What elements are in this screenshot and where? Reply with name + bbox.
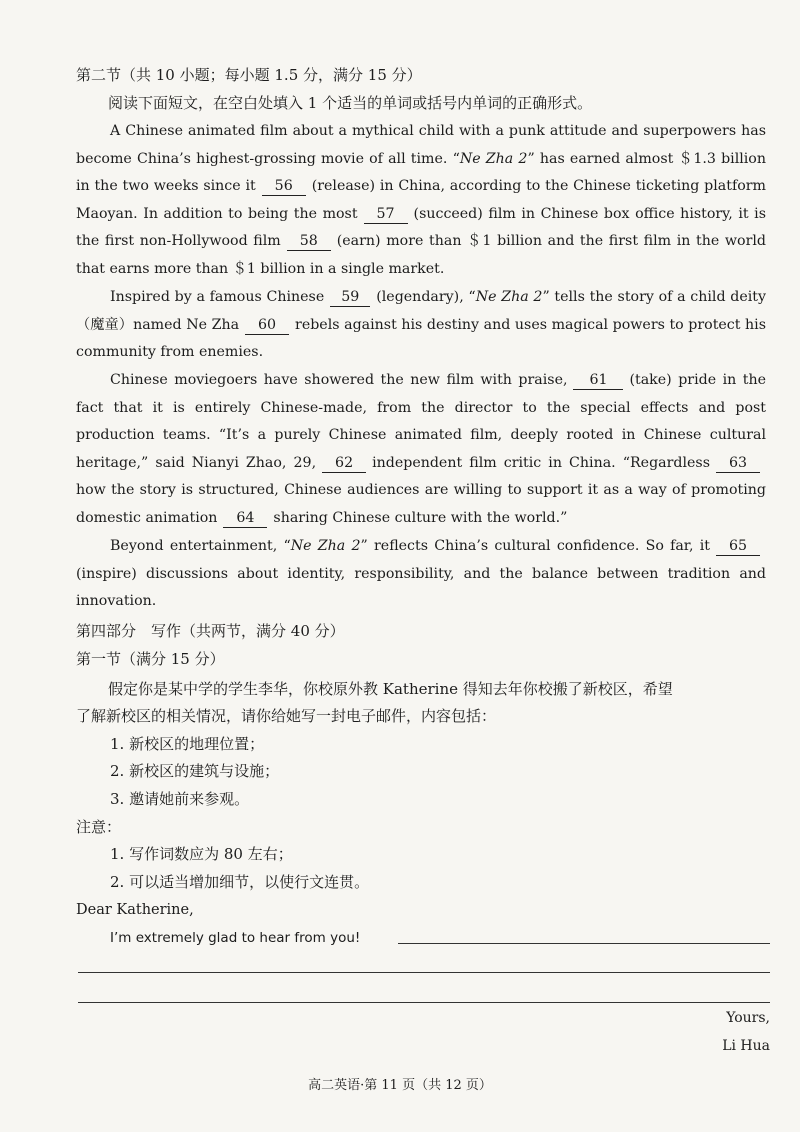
blank-63[interactable]: 63 (716, 454, 760, 473)
writing-prompt-line-2: 了解新校区的相关情况，请你给她写一封电子邮件，内容包括： (76, 707, 497, 725)
film-title: Ne Zha 2 (290, 538, 361, 554)
content-item-1: 1. 新校区的地理位置； (110, 735, 265, 753)
note-item-2: 2. 可以适当增加细节，以使行文连贯。 (110, 873, 370, 891)
section2-title: 第二节（共 10 小题；每小题 1.5 分，满分 15 分） (76, 66, 422, 84)
letter-opening: I’m extremely glad to hear from you! (110, 930, 361, 946)
blank-57[interactable]: 57 (364, 205, 408, 224)
part4-title: 第四部分 写作（共两节，满分 40 分） (76, 622, 345, 640)
blank-61[interactable]: 61 (573, 371, 623, 390)
part4-section1-title: 第一节（满分 15 分） (76, 650, 225, 668)
answer-line-3[interactable] (78, 1002, 770, 1003)
blank-64[interactable]: 64 (223, 509, 267, 528)
letter-closing: Yours, (726, 1010, 770, 1026)
note-item-1: 1. 写作词数应为 80 左右； (110, 845, 293, 863)
passage-paragraph-3: Chinese moviegoers have showered the new film with praise, 61 (take) pride in the fact that it is entirely Chinese-made, from the director to the special effects and post production teams. “It’s a purely Chinese animated film, deeply rooted in Chinese cultural heritage,” said Nianyi Zhao, 29, 62 independent film critic in China. “Regardless 63how the story is structured, Chinese audiences are willing to support it as a way of promoting domestic animation 64 sharing Chinese culture with the world.” (76, 372, 767, 526)
blank-65[interactable]: 65 (716, 537, 760, 556)
letter-greeting: Dear Katherine, (76, 902, 194, 918)
blank-62[interactable]: 62 (322, 454, 366, 473)
passage-paragraph-4: Beyond entertainment, “Ne Zha 2” reflects China’s cultural confidence. So far, it 65(inspire) discussions about identity, responsibility, and the balance between tradition and innovation. (76, 538, 766, 610)
passage-paragraph-1: A Chinese animated film about a mythical child with a punk attitude and superpowers has become China’s highest-grossing movie of all time. “Ne Zha 2” has earned almost ＄1.3 billion in the two weeks since it 56 (release) in China, according to the Chinese ticketing platform Maoyan. In addition to being the most 57 (succeed) film in Chinese box office history, it is the first non-Hollywood film 58 (earn) more than ＄1 billion and the first film in the world that earns more than ＄1 billion in a single market. (76, 123, 766, 277)
passage-paragraph-2: Inspired by a famous Chinese 59 (legendary), “Ne Zha 2” tells the story of a child deity（魔童）named Ne Zha 60 rebels against his destiny and uses magical powers to protect his community from enemies. (76, 289, 767, 361)
blank-60[interactable]: 60 (245, 316, 289, 335)
note-label: 注意： (76, 818, 122, 836)
blank-56[interactable]: 56 (262, 177, 306, 196)
letter-signature: Li Hua (722, 1038, 770, 1054)
section2-instruction: 阅读下面短文，在空白处填入 1 个适当的单词或括号内单词的正确形式。 (108, 94, 593, 112)
answer-line-2[interactable] (78, 972, 770, 973)
film-title: Ne Zha 2 (475, 289, 543, 305)
film-title: Ne Zha 2 (459, 150, 528, 167)
blank-58[interactable]: 58 (287, 232, 331, 251)
answer-line-1[interactable] (398, 943, 770, 944)
content-item-3: 3. 邀请她前来参观。 (110, 790, 250, 808)
page-footer: 高二英语·第 11 页（共 12 页） (308, 1078, 492, 1093)
writing-prompt-line-1: 假定你是某中学的学生李华，你校原外教 Katherine 得知去年你校搬了新校区，希望 (108, 680, 673, 698)
blank-59[interactable]: 59 (330, 288, 370, 307)
content-item-2: 2. 新校区的建筑与设施； (110, 762, 280, 780)
